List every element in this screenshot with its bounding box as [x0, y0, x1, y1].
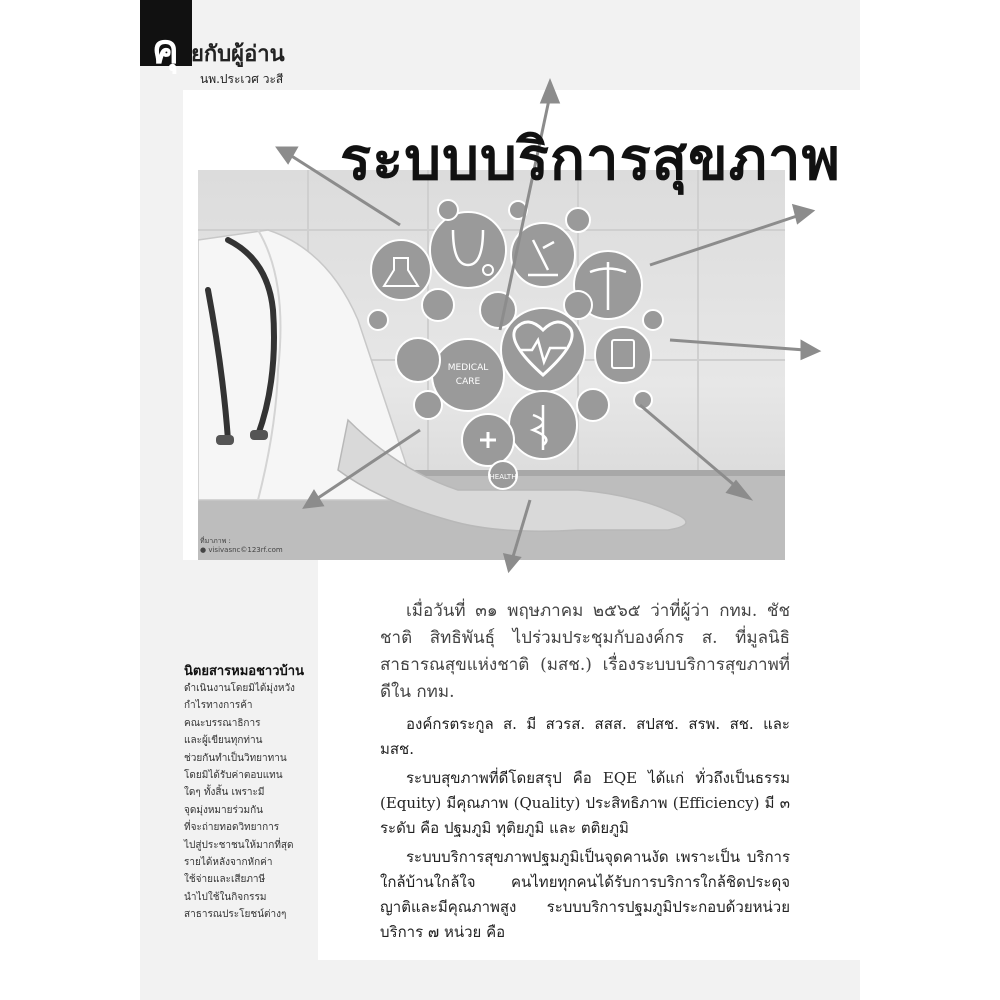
sidebar-line: ที่จะถ่ายทอดวิทยาการ [184, 822, 280, 834]
column-name: ยกับผู้อ่าน [191, 42, 285, 67]
sidebar-line: ใช้จ่ายและเสียภาษี [184, 874, 266, 886]
column-initial: คุ [152, 27, 179, 73]
sidebar-line: ดำเนินงานโดยมิได้มุ่งหวัง [184, 683, 295, 694]
sidebar-line: คณะบรรณาธิการ [184, 717, 261, 729]
sidebar-line: และผู้เขียนทุกท่าน [184, 735, 263, 747]
sidebar-title: นิตยสารหมอชาวบ้าน [184, 664, 304, 679]
paragraph-eqe: ระบบสุขภาพที่ดีโดยสรุป คือ EQE ได้แก่ ทั่วถึงเป็นธรรม (Equity) มีคุณภาพ (Quality) ประสิทธิภาพ (Efficiency) มี ๓ ระดับ คือ ปฐมภูมิ ทุติยภูมิ และ ตติยภูมิ [380, 769, 790, 837]
sidebar-line: รายได้หลังจากหักค่า [184, 857, 273, 869]
article-body [380, 598, 790, 949]
paragraph-primary-care: ระบบบริการสุขภาพปฐมภูมิเป็นจุดคานงัด เพราะเป็น บริการใกล้บ้านใกล้ใจ คนไทยทุกคนได้รับการบริการใกล้ชิดประดุจญาติและมีคุณภาพสูง ระบบบริการปฐมภูมิประกอบด้วยหน่วยบริการ ๗ หน่วย คือ [380, 848, 790, 941]
credit-source: ● visivasnc©123rf.com [200, 546, 283, 554]
image-credit [200, 537, 283, 555]
author-name: นพ.ประเวศ วะสี [200, 72, 284, 86]
sidebar-line: โดยมิได้รับค่าตอบแทน [184, 770, 283, 782]
sidebar-line: จุดมุ่งหมายร่วมกัน [184, 804, 263, 816]
paragraph-organizations: องค์กรตระกูล ส. มี สวรส. สสส. สปสช. สรพ. สช. และ มสช. [380, 715, 790, 758]
health-text: HEALTH [489, 473, 517, 481]
sidebar-line: ช่วยกันทำเป็นวิทยาทาน [184, 752, 287, 764]
medical-care-text: MEDICAL [447, 363, 489, 373]
sidebar-line: ไปสู่ประชาชนให้มากที่สุด [184, 839, 294, 851]
care-text: CARE [455, 377, 481, 387]
sidebar-line: กำไรทางการค้า [184, 700, 253, 712]
lead-paragraph: เมื่อวันที่ ๓๑ พฤษภาคม ๒๕๖๕ ว่าที่ผู้ว่า กทม. ชัชชาติ สิทธิพันธุ์ ไปร่วมประชุมกับองค์กร ส. ที่มูลนิธิสาธารณสุขแห่งชาติ (มสช.) เรื่องระบบบริการสุขภาพที่ดีใน กทม. [380, 601, 790, 702]
article-title: ระบบบริการสุขภาพ [340, 125, 841, 193]
credit-label: ที่มาภาพ : [200, 537, 231, 545]
sidebar-line: ใดๆ ทั้งสิ้น เพราะมี [184, 787, 265, 799]
sidebar-line: สาธารณประโยชน์ต่างๆ [184, 909, 287, 921]
sidebar-text [184, 680, 314, 924]
sidebar-line: นำไปใช้ในกิจกรรม [184, 891, 267, 903]
